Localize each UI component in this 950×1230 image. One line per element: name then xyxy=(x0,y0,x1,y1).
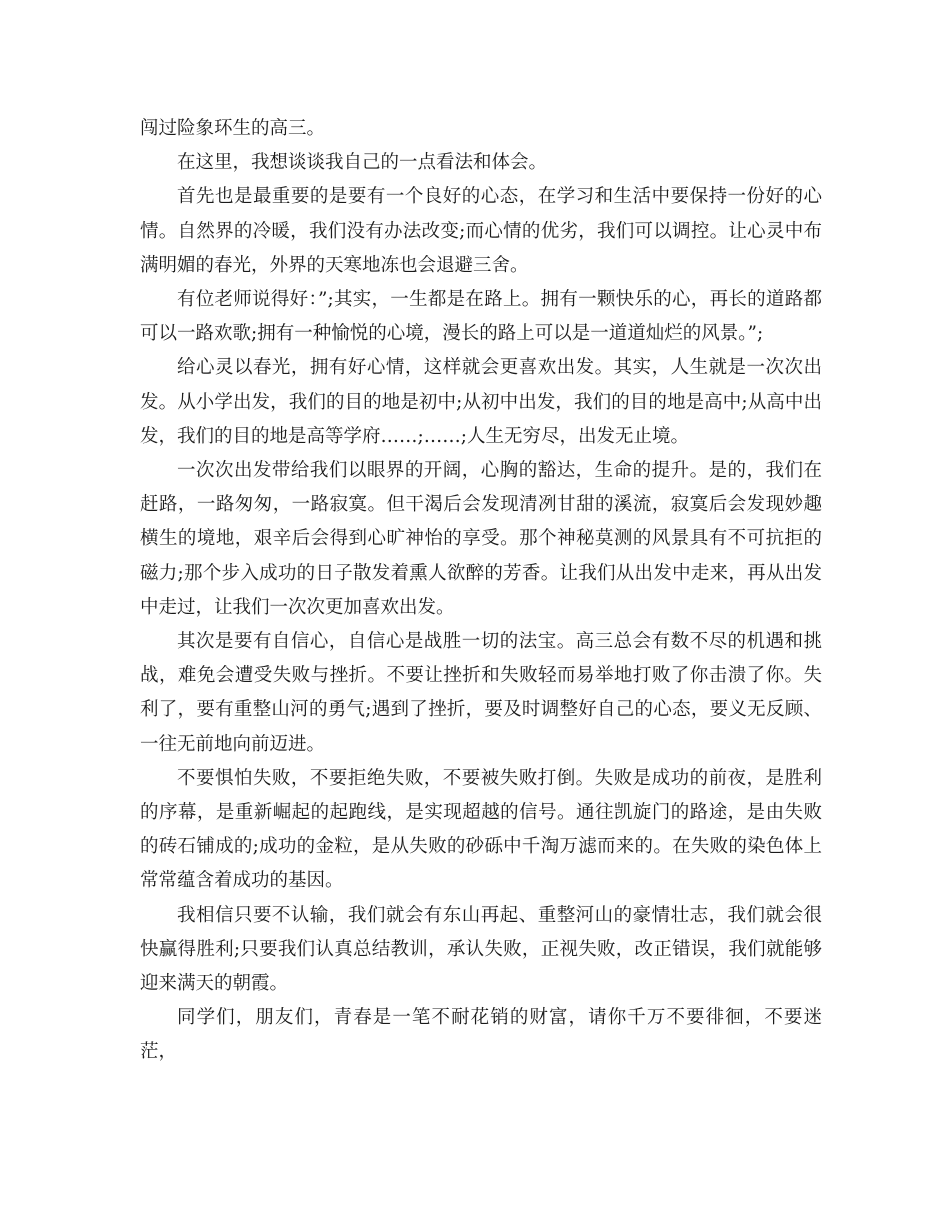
document-body xyxy=(140,112,822,1070)
paragraph: 首先也是最重要的是要有一个良好的心态，在学习和生活中要保持一份好的心情。自然界的冷暖，我们没有办法改变;而心情的优劣，我们可以调控。让心灵中布满明媚的春光，外界的天寒地冻也会退避三舍。 xyxy=(140,186,822,276)
paragraph: 不要惧怕失败，不要拒绝失败，不要被失败打倒。失败是成功的前夜，是胜利的序幕，是重新崛起的起跑线，是实现超越的信号。通往凯旋门的路途，是由失败的砖石铺成的;成功的金粒，是从失败的砂砾中千淘万滤而来的。在失败的染色体上常常蕴含着成功的基因。 xyxy=(140,767,822,892)
paragraph: 闯过险象环生的高三。 xyxy=(140,118,326,139)
paragraph: 一次次出发带给我们以眼界的开阔，心胸的豁达，生命的提升。是的，我们在赶路，一路匆匆，一路寂寞。但干渴后会发现清冽甘甜的溪流，寂寞后会发现妙趣横生的境地，艰辛后会得到心旷神怡的享受。那个神秘莫测的风景具有不可抗拒的磁力;那个步入成功的日子散发着熏人欲醉的芳香。让我们从出发中走来，再从出发中走过，让我们一次次更加喜欢出发。 xyxy=(140,460,822,618)
paragraph: 同学们，朋友们，青春是一笔不耐花销的财富，请你千万不要徘徊，不要迷茫， xyxy=(140,1007,822,1063)
paragraph: 有位老师说得好：”;其实，一生都是在路上。拥有一颗快乐的心，再长的道路都可以一路欢歌;拥有一种愉悦的心境，漫长的路上可以是一道道灿烂的风景。”; xyxy=(140,289,822,345)
paragraph: 其次是要有自信心，自信心是战胜一切的法宝。高三总会有数不尽的机遇和挑战，难免会遭受失败与挫折。不要让挫折和失败轻而易举地打败了你击溃了你。失利了，要有重整山河的勇气;遇到了挫折，要及时调整好自己的心态，要义无反顾、一往无前地向前迈进。 xyxy=(140,631,822,755)
paragraph: 在这里，我想谈谈我自己的一点看法和体会。 xyxy=(177,152,548,174)
paragraph: 我相信只要不认输，我们就会有东山再起、重整河山的豪情壮志，我们就会很快赢得胜利;只要我们认真总结教训，承认失败，正视失败，改正错误，我们就能够迎来满天的朝霞。 xyxy=(140,904,822,995)
paragraph: 给心灵以春光，拥有好心情，这样就会更喜欢出发。其实，人生就是一次次出发。从小学出发，我们的目的地是初中;从初中出发，我们的目的地是高中;从高中出发，我们的目的地是高等学府……;……;人生无穷尽，出发无止境。 xyxy=(140,357,822,447)
